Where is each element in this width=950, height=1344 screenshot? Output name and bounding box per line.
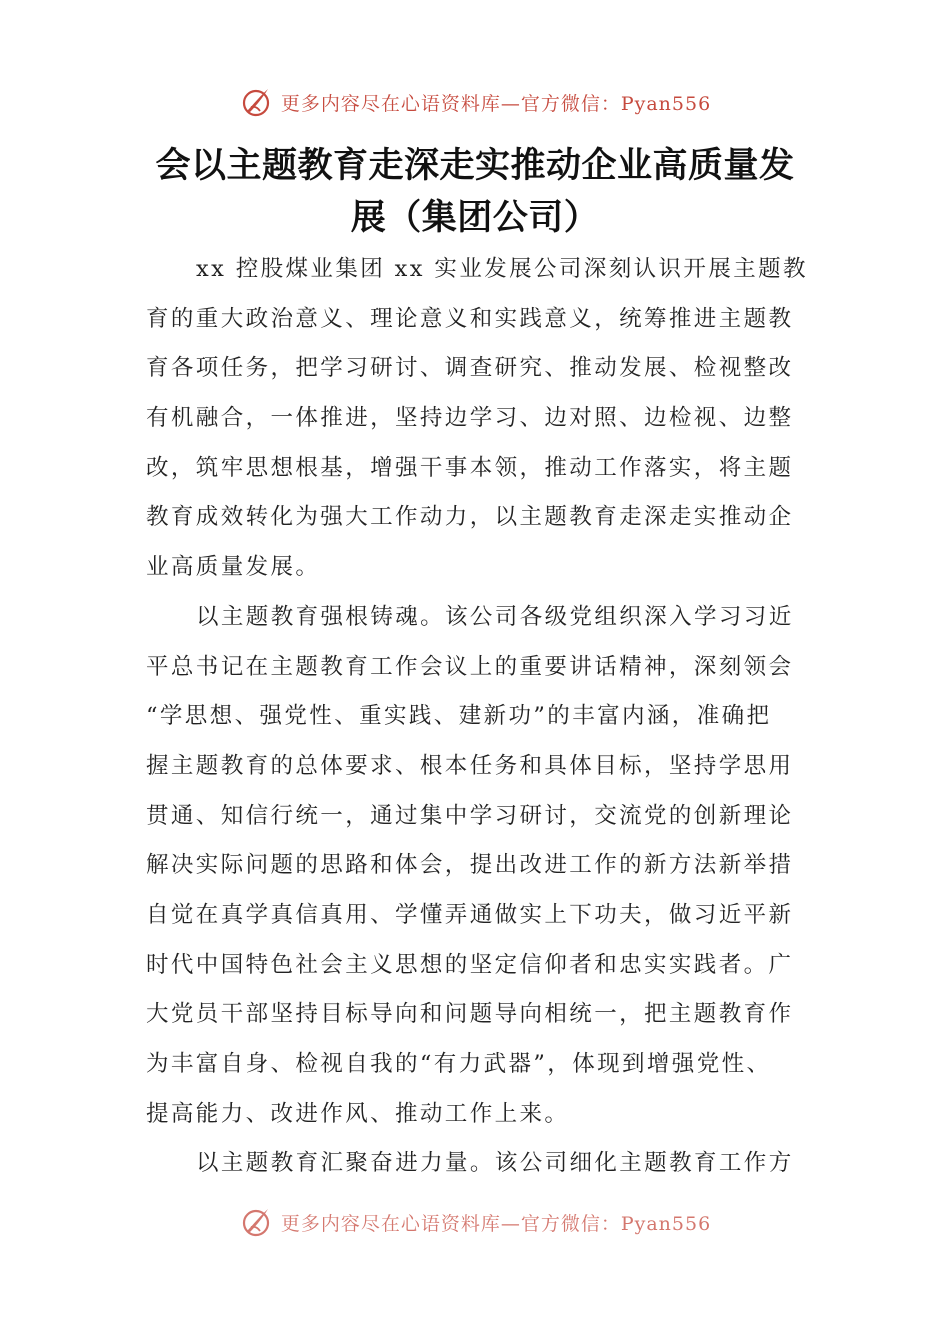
- text-line: 大党员干部坚持目标导向和问题导向相统一，把主题教育作: [146, 1001, 794, 1028]
- text-line: “学思想、强党性、重实践、建新功”的丰富内涵，准确把: [146, 703, 772, 730]
- text-line: 自觉在真学真信真用、学懂弄通做实上下功夫，做习近平新: [146, 901, 794, 928]
- watermark-banner-top: [0, 82, 950, 122]
- text-line: 以主题教育强根铸魂。该公司各级党组织深入学习习近: [196, 603, 794, 630]
- text-line: 以主题教育汇聚奋进力量。该公司细化主题教育工作方: [196, 1150, 794, 1177]
- watermark-text: 更多内容尽在心语资料库—官方微信：Pyan556: [280, 1212, 712, 1235]
- title-line: 展（集团公司）: [350, 198, 600, 238]
- text-line: xx 控股煤业集团 xx 实业发展公司深刻认识开展主题教: [196, 256, 808, 282]
- document-body: [146, 245, 808, 1189]
- text-line: 业高质量发展。: [146, 554, 321, 581]
- title-line: 会以主题教育走深走实推动企业高质量发: [155, 146, 795, 186]
- text-line: 解决实际问题的思路和体会，提出改进工作的新方法新举措: [146, 852, 794, 879]
- text-line: 育的重大政治意义、理论意义和实践意义，统筹推进主题教: [146, 305, 794, 332]
- text-line: 握主题教育的总体要求、根本任务和具体目标，坚持学思用: [146, 752, 794, 779]
- document-title: [140, 140, 810, 244]
- text-line: 贯通、知信行统一，通过集中学习研讨，交流党的创新理论: [146, 802, 794, 829]
- text-line: 提高能力、改进作风、推动工作上来。: [146, 1100, 570, 1127]
- watermark-banner-bottom: [0, 1202, 950, 1242]
- text-line: 育各项任务，把学习研讨、调查研究、推动发展、检视整改: [146, 355, 794, 382]
- text-line: 改，筑牢思想根基，增强干事本领，推动工作落实，将主题: [146, 454, 794, 481]
- paragraph-intro: [146, 245, 808, 593]
- paragraph-root-soul: [146, 593, 808, 1140]
- quill-seal-icon: [239, 1205, 273, 1239]
- text-line: 时代中国特色社会主义思想的坚定信仰者和忠实实践者。广: [146, 951, 794, 978]
- text-line: 为丰富自身、检视自我的“有力武器”，体现到增强党性、: [146, 1051, 772, 1077]
- text-line: 教育成效转化为强大工作动力，以主题教育走深走实推动企: [146, 504, 794, 531]
- paragraph-gather-strength: [146, 1139, 808, 1189]
- watermark-text: 更多内容尽在心语资料库—官方微信：Pyan556: [280, 92, 712, 115]
- text-line: 平总书记在主题教育工作会议上的重要讲话精神，深刻领会: [146, 653, 794, 680]
- text-line: 有机融合，一体推进，坚持边学习、边对照、边检视、边整: [146, 405, 794, 432]
- quill-seal-icon: [239, 85, 273, 119]
